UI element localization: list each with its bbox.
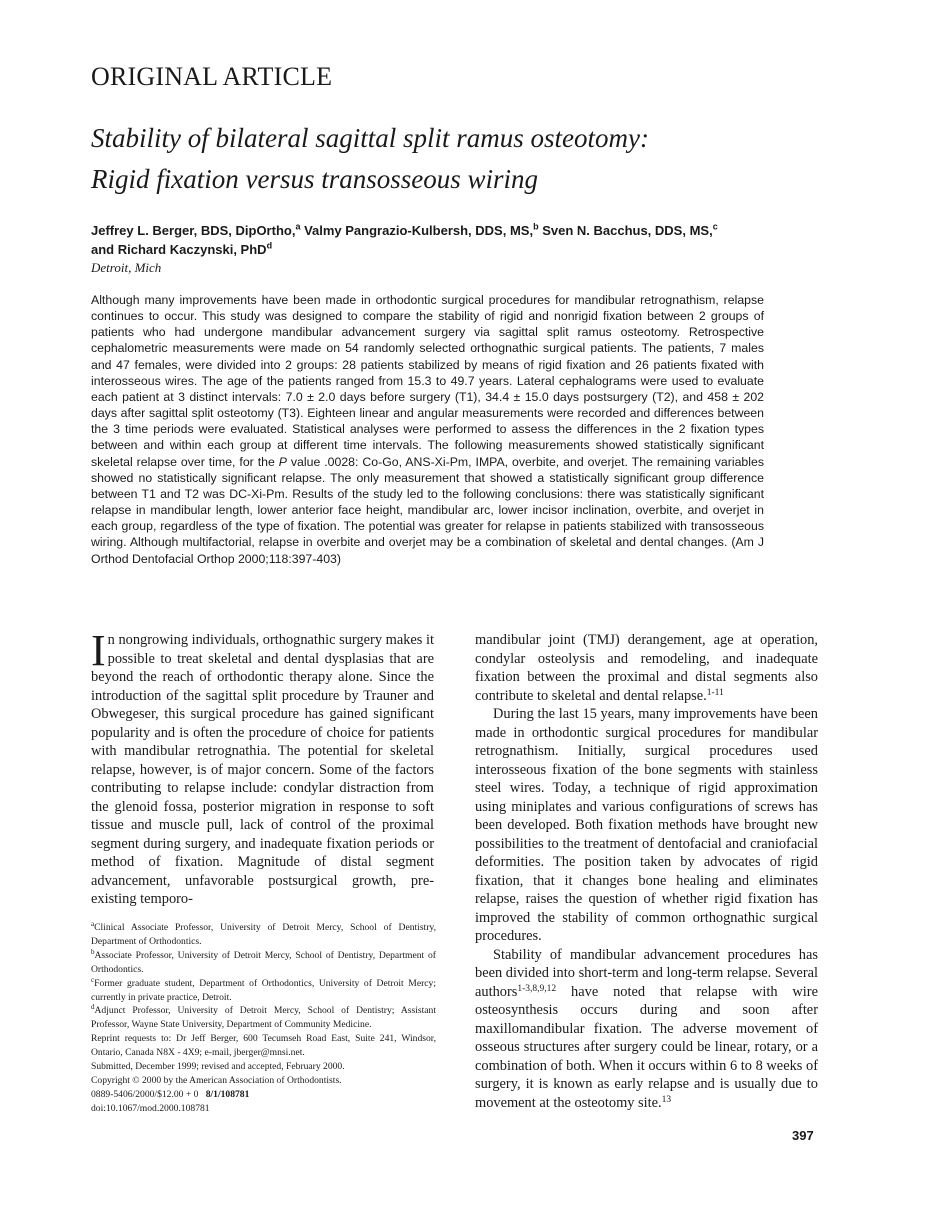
footnote-a — [91, 921, 436, 949]
paragraph-fixation: During the last 15 years, many improvements have been made in orthodontic surgical procedures for mandibular retrognathism. Initially, surgical procedures used interosseous fixation of the bone segments with stainless steel wires. Today, a technique of rigid approximation using miniplates and various configurations of screws has been developed. Both fixation methods have brought new possibilities to the treatment of dentofacial and craniofacial deformities. The position taken by advocates of rigid fixation, that it changes bone healing and eliminates relapse, raises the question of whether rigid fixation has improved the stability of common orthognathic surgical procedures. — [475, 706, 818, 944]
paragraph-tmj-text: mandibular joint (TMJ) derangement, age at operation, condylar osteolysis and remodeling, and inadequate fixation between the proximal and distal segments also contribute to skeletal and dental relapse. — [475, 632, 818, 704]
title-line-2: Rigid fixation versus transosseous wiring — [91, 164, 539, 194]
footnote-a-marker: a — [91, 919, 95, 928]
section-label: ORIGINAL ARTICLE — [91, 62, 333, 91]
author-2: Valmy Pangrazio-Kulbersh, DDS, MS, — [300, 223, 534, 238]
reprint-requests: Reprint requests to: Dr Jeff Berger, 600 Tecumseh Road East, Suite 241, Windsor, Ontario, Canada N8X - 4X9; e-mail, jberger@mnsi.net. — [91, 1033, 436, 1059]
submission-dates: Submitted, December 1999; revised and accepted, February 2000. — [91, 1061, 345, 1073]
doi: doi:10.1067/mod.2000.108781 — [91, 1102, 210, 1114]
copyright-notice: Copyright © 2000 by the American Association of Orthodontists. — [91, 1074, 342, 1086]
abstract — [91, 292, 764, 567]
footnote-c — [91, 977, 436, 1005]
paragraph-stability — [475, 946, 818, 1113]
page-number: 397 — [792, 1128, 814, 1143]
footnote-d — [91, 1004, 436, 1032]
author-2-affiliation: b — [533, 221, 539, 232]
footnote-b-marker: b — [91, 947, 95, 956]
issn: 0889-5406/2000/$12.00 + 0 — [91, 1088, 199, 1100]
paragraph-stability-text-2: have noted that relapse with wire osteosynthesis occurs during and soon after maxillomandibular fixation. The adverse movement of osseous structures after surgery could be linear, rotary, or a combination of both. When it occurs within 6 to 8 weeks of surgery, it is known as early relapse and is usually due to movement at the osteotomy site. — [475, 983, 818, 1111]
paragraph-tmj — [475, 631, 818, 705]
footnote-d-text: Adjunct Professor, University of Detroit Mercy, School of Dentistry; Assistant Professor, Wayne State University, Department of Community Medicine. — [91, 1005, 436, 1031]
author-1: Jeffrey L. Berger, BDS, DipOrtho, — [91, 223, 296, 238]
drop-cap: I — [91, 626, 106, 675]
author-4-affiliation: d — [266, 240, 273, 251]
footnote-c-text: Former graduate student, Department of Orthodontics, University of Detroit Mercy; currently in private practice, Detroit. — [91, 977, 436, 1003]
citation-ref: 13 — [661, 1094, 672, 1105]
footnote-d-marker: d — [91, 1003, 95, 1012]
citation-ref: 1-3,8,9,12 — [517, 983, 557, 994]
author-4: and Richard Kaczynski, PhD — [91, 242, 267, 257]
p-value-label: P — [278, 454, 287, 469]
author-location: Detroit, Mich — [91, 260, 162, 275]
author-1-affiliation: a — [295, 221, 301, 232]
footnote-b — [91, 949, 436, 977]
intro-paragraph — [91, 626, 434, 909]
footnotes — [91, 921, 436, 1116]
body-column-right — [475, 631, 818, 1112]
issn-line — [91, 1088, 436, 1102]
intro-text: n nongrowing individuals, orthognathic surgery makes it possible to treat skeletal and dental dysplasias that are beyond the reach of orthodontic therapy alone. Since the introduction of the sagittal split procedure by Trauner and Obwegeser, this surgical procedure has gained significant popularity and is often the procedure of choice for patients with mandibular retrognathia. The potential for skeletal relapse, however, is of major concern. Some of the factors contributing to relapse include: condylar distraction from the glenoid fossa, posterior migration in response to soft tissue and muscle pull, lack of control of the proximal segment during surgery, and inadequate fixation periods or method of fixation. Magnitude of distal segment advancement, unfavorable postsurgical growth, pre-existing temporo- — [91, 632, 434, 907]
paragraph-stability-text-1: Stability of mandibular advancement procedures has been divided into short-term and long-term relapse. Several authors — [475, 946, 818, 1000]
footnote-c-marker: c — [91, 975, 95, 984]
article-code: 8/1/108781 — [205, 1088, 250, 1100]
author-3-affiliation: c — [712, 221, 718, 232]
abstract-part-1: Although many improvements have been made in orthodontic surgical procedures for mandibular retrognathism, relapse continues to occur. This study was designed to compare the stability of rigid and nonrigid fixation between 2 groups of patients who had undergone mandibular advancement surgery via sagittal split ramus osteotomy. Retrospective cephalometric measurements were made on 54 randomly selected orthognathic surgical patients. The patients, 7 males and 47 females, were divided into 2 groups: 28 patients stabilized by means of rigid fixation and 26 patients fixated with interosseous wires. The age of the patients ranged from 15.3 to 49.7 years. Lateral cephalograms were used to evaluate each patient at 3 distinct intervals: 7.0 ± 2.0 days before surgery (T1), 34.4 ± 15.0 days postsurgery (T2), and 458 ± 202 days after sagittal split osteotomy (T3). Eighteen linear and angular measurements were recorded and differences between the 3 time periods were evaluated. Statistical analyses were performed to assess the differences in the 2 fixation types between and within each group at different time intervals. The following measurements showed statistically significant skeletal relapse over time, for the — [91, 293, 764, 469]
author-list — [91, 221, 851, 259]
author-3: Sven N. Bacchus, DDS, MS, — [538, 223, 713, 238]
title-line-1: Stability of bilateral sagittal split ramus osteotomy: — [91, 123, 649, 153]
footnote-a-text: Clinical Associate Professor, University of Detroit Mercy, School of Dentistry, Department of Orthodontics. — [91, 922, 436, 947]
footnote-b-text: Associate Professor, University of Detroit Mercy, School of Dentistry, Department of Orthodontics. — [91, 949, 436, 975]
abstract-part-2: value .0028: Co-Go, ANS-Xi-Pm, IMPA, overbite, and overjet. The remaining variables showed no statistically significant relapse. The only measurement that showed a statistically significant group difference between T1 and T2 was DC-Xi-Pm. Results of the study led to the following conclusions: there was statistically significant relapse in mandibular length, lower anterior face height, mandibular arc, lower incisor inclination, overbite, and overjet in each group, regardless of the type of fixation. The potential was greater for relapse in patients stabilized with transosseous wiring. Although multifactorial, relapse in overbite and overjet may be a combination of skeletal and dental changes. (Am J Orthod Dentofacial Orthop 2000;118:397-403) — [91, 454, 764, 566]
citation-ref: 1-11 — [706, 687, 724, 698]
article-title — [91, 118, 851, 200]
body-column-left — [91, 626, 434, 909]
